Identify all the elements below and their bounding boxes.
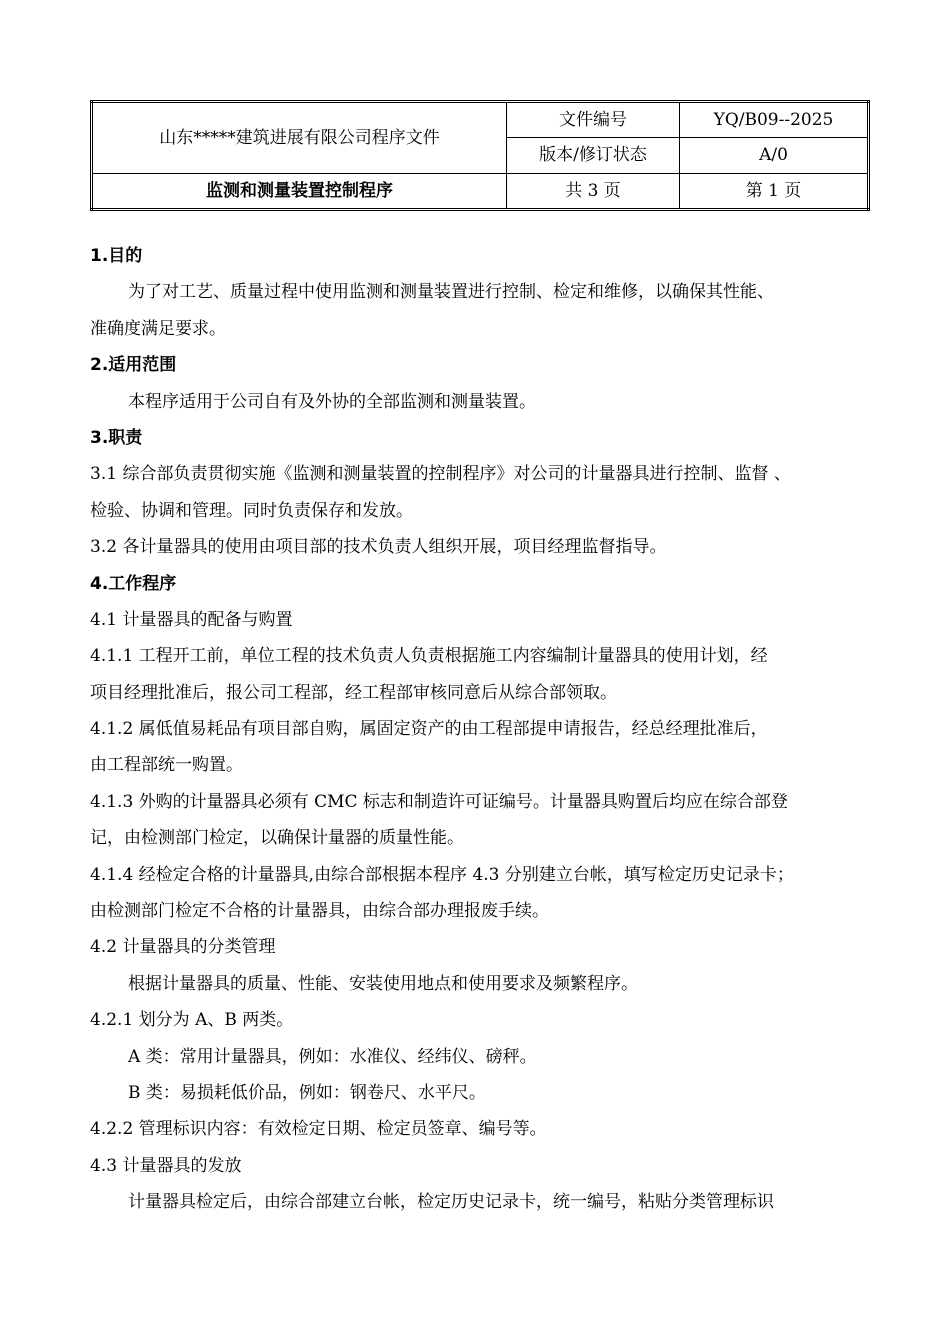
paragraph-line: 4.2 计量器具的分类管理: [90, 937, 276, 958]
paragraph-line: 4.1 计量器具的配备与购置: [90, 609, 293, 630]
doc-no-value: YQ/B09--2025: [680, 102, 869, 138]
page-number: 第 1 页: [680, 174, 869, 210]
paragraph-line: B 类：易损耗低价品，例如：钢卷尺、水平尺。: [128, 1082, 486, 1103]
section-heading: 4.工作程序: [90, 573, 177, 594]
section-heading: 2.适用范围: [90, 355, 177, 376]
paragraph-line: 本程序适用于公司自有及外协的全部监测和测量装置。: [128, 391, 536, 412]
paragraph-line: 4.1.4 经检定合格的计量器具,由综合部根据本程序 4.3 分别建立台帐，填写检定历史记录卡；: [90, 864, 794, 885]
paragraph-line: A 类：常用计量器具，例如：水准仪、经纬仪、磅秤。: [128, 1046, 537, 1067]
paragraph-line: 根据计量器具的质量、性能、安装使用地点和使用要求及频繁程序。: [128, 973, 638, 994]
section-heading: 1.目的: [90, 246, 143, 266]
paragraph-line: 准确度满足要求。: [90, 318, 226, 339]
paragraph-line: 记，由检测部门检定，以确保计量器的质量性能。: [90, 828, 464, 849]
paragraph-line: 4.2.1 划分为 A、B 两类。: [90, 1010, 294, 1031]
paragraph-line: 由检测部门检定不合格的计量器具，由综合部办理报废手续。: [90, 901, 549, 922]
paragraph-line: 检验、协调和管理。同时负责保存和发放。: [90, 500, 413, 521]
document-title: 监测和测量装置控制程序: [92, 174, 507, 210]
paragraph-line: 4.2.2 管理标识内容：有效检定日期、检定员签章、编号等。: [90, 1119, 547, 1140]
paragraph-line: 4.1.1 工程开工前，单位工程的技术负责人负责根据施工内容编制计量器具的使用计划，经: [90, 646, 768, 667]
paragraph-line: 3.1 综合部负责贯彻实施《监测和测量装置的控制程序》对公司的计量器具进行控制、监督 、: [90, 464, 791, 485]
document-header-table: [90, 100, 870, 211]
document-body: [90, 238, 870, 1221]
total-pages: 共 3 页: [507, 174, 680, 210]
paragraph-line: 4.3 计量器具的发放: [90, 1155, 242, 1176]
version-label: 版本/修订状态: [507, 138, 680, 174]
paragraph-line: 4.1.2 属低值易耗品有项目部自购，属固定资产的由工程部提申请报告，经总经理批准后，: [90, 719, 768, 740]
doc-no-label: 文件编号: [507, 102, 680, 138]
section-heading: 3.职责: [90, 427, 143, 448]
paragraph-line: 计量器具检定后，由综合部建立台帐，检定历史记录卡，统一编号，粘贴分类管理标识: [128, 1192, 774, 1213]
paragraph-line: 3.2 各计量器具的使用由项目部的技术负责人组织开展，项目经理监督指导。: [90, 537, 667, 558]
company-name: 山东*****建筑进展有限公司程序文件: [92, 102, 507, 174]
paragraph-line: 项目经理批准后，报公司工程部，经工程部审核同意后从综合部领取。: [90, 682, 617, 703]
version-value: A/0: [680, 138, 869, 174]
paragraph-line: 为了对工艺、质量过程中使用监测和测量装置进行控制、检定和维修，以确保其性能、: [128, 282, 774, 303]
paragraph-line: 由工程部统一购置。: [90, 755, 243, 776]
paragraph-line: 4.1.3 外购的计量器具必须有 CMC 标志和制造许可证编号。计量器具购置后均应在综合部登: [90, 791, 788, 812]
